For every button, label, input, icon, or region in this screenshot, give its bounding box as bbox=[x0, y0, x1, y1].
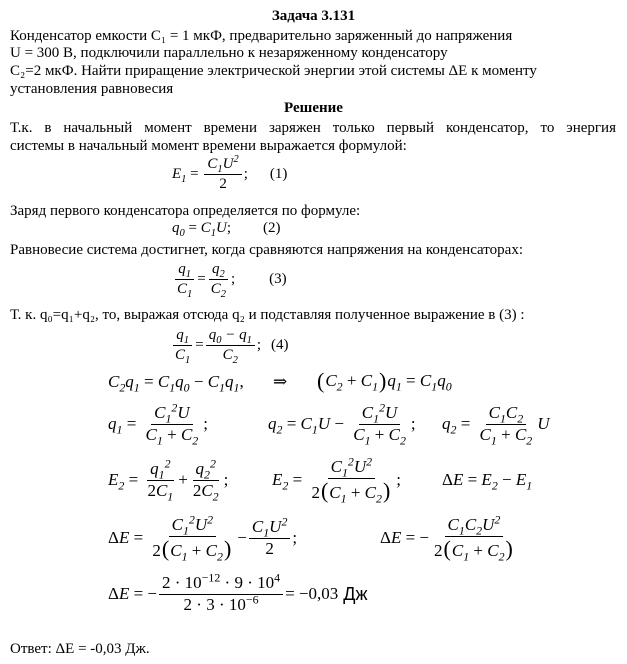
result-unit: Дж bbox=[343, 583, 368, 604]
problem-line-2: U = 300 В, подключили параллельно к незаряженному конденсатору bbox=[10, 45, 448, 61]
solution-text-4: Т. к. q₀=q₁+q₂, то, выражая отсюда q₂ и подставляя полученное выражение в (3) : bbox=[10, 307, 525, 323]
equation-1: $E_1$ = $\frac{C_1U^2}{2}$ ; (1) bbox=[172, 154, 288, 192]
problem-line-3: C₂=2 мкФ. Найти приращение электрической энергии этой системы ΔE к моменту bbox=[10, 63, 537, 79]
equation-4: $\frac{q_1}{C_1}$ = $\frac{q_0 - q_1}{C_2}$ ; (4) bbox=[175, 327, 289, 366]
equation-e2-sum: $E_2$ = $\frac{q_1^2}{2C_1}$ + $\frac{q_2^2}{2C_2}$ ; bbox=[108, 456, 229, 504]
problem-title: Задача 3.131 bbox=[271, 8, 356, 24]
result-value: = −0,03 bbox=[285, 584, 339, 604]
equation-delta-e-def: Δ E = $E_2$ − $E_1$ bbox=[442, 470, 533, 493]
equation-delta-e-expanded: Δ E = $\frac{C_1^2U^2}{2(C_1 + C_2)}$ − $\frac{C_1U^2}{2}$ ; bbox=[108, 512, 298, 564]
solution-text-1b: системы в начальный момент времени выражается формулой: bbox=[10, 138, 407, 154]
equation-3-label: (3) bbox=[269, 270, 287, 287]
problem-line-4: установления равновесия bbox=[10, 81, 174, 97]
equation-1-label: (1) bbox=[269, 165, 288, 182]
solution-text-2: Заряд первого конденсатора определяется по формуле: bbox=[10, 203, 361, 219]
problem-line-1: Конденсатор емкости C₁ = 1 мкФ, предварительно заряженный до напряжения bbox=[10, 28, 513, 44]
equation-numeric-result: Δ E = − $\frac{2 \cdot 10^{-12} \cdot 9 \cdot 10^4}{2 \cdot 3 \cdot 10^{-6}}$ = −0,03 Дж bbox=[108, 570, 368, 614]
equation-2-label: (2) bbox=[263, 220, 281, 236]
equation-e2-final: $E_2$ = $\frac{C_1^2U^2}{2(C_1 + C_2)}$ ; bbox=[272, 454, 402, 506]
implies-arrow: ⇒ bbox=[273, 372, 288, 391]
equation-4-label: (4) bbox=[271, 336, 289, 353]
solution-text-1a: Т.к. в начальный момент времени заряжен только первый конденсатор, то энергия bbox=[10, 120, 616, 136]
equation-delta-e-simplified: Δ E = − $\frac{C_1C_2U^2}{2(C_1 + C_2)}$ bbox=[380, 512, 513, 564]
equation-q1: $q_1$ = $\frac{C_1^2U}{C_1 + C_2}$ ; bbox=[108, 400, 208, 448]
solution-heading: Решение bbox=[284, 100, 343, 116]
equation-charge-solved: ( $C_2$ + $C_1$ ) $q_1$ = $C_1q_0$ bbox=[317, 368, 452, 394]
solution-text-3: Равновесие система достигнет, когда сравняются напряжения на конденсаторах: bbox=[10, 242, 523, 258]
equation-charge-balance: $C_2q_1$ = $C_1q_0$ − $C_1q_1$ , bbox=[108, 372, 244, 395]
answer-line: Ответ: ΔE = -0,03 Дж. bbox=[10, 641, 150, 657]
equation-q2: $q_2$ = $\frac{C_1C_2}{C_1 + C_2}$ U bbox=[442, 403, 550, 448]
equation-2: $q_0$ = $C_1U$ ; (2) bbox=[172, 220, 281, 239]
equation-3: $\frac{q_1}{C_1}$ = $\frac{q_2}{C_2}$ ; (3) bbox=[177, 261, 287, 300]
equation-q2-expanded: $q_2$ = $C_1U$ − $\frac{C_1^2U}{C_1 + C_2}$ ; bbox=[268, 400, 416, 448]
